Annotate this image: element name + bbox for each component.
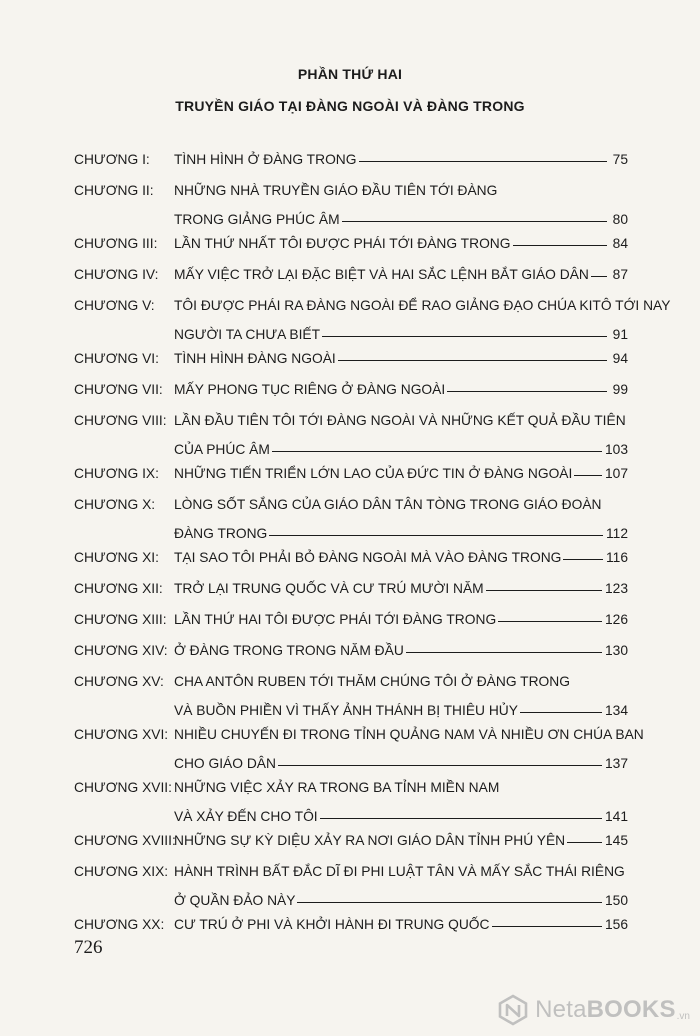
chapter-label: CHƯƠNG VIII: (74, 413, 167, 428)
chapter-label: CHƯƠNG X: (74, 497, 156, 512)
chapter-label: CHƯƠNG XIV: (74, 643, 168, 658)
chapter-title: NHỮNG NHÀ TRUYỀN GIÁO ĐẦU TIÊN TỚI ĐÀNG (174, 183, 498, 198)
chapter-page-number: 126 (604, 612, 628, 627)
chapter-title: TÌNH HÌNH ĐÀNG NGOÀI (174, 351, 336, 366)
chapter-title: TÌNH HÌNH Ở ĐÀNG TRONG (174, 152, 357, 167)
chapter-page-number: 141 (604, 809, 628, 824)
chapter-page-number: 112 (606, 526, 628, 541)
chapter-label: CHƯƠNG XIII: (74, 612, 167, 627)
leader-line (338, 359, 607, 361)
leader-line (406, 651, 602, 653)
chapter-page-number: 156 (604, 917, 628, 932)
chapter-title-line (174, 382, 628, 397)
watermark-brand-light: Neta (535, 996, 587, 1023)
chapter-page-number: 145 (604, 833, 628, 848)
leader-line (297, 901, 602, 903)
leader-line (498, 620, 602, 622)
chapter-title-line (174, 864, 628, 879)
chapter-title: TRONG GIẢNG PHÚC ÂM (174, 212, 340, 227)
leader-line (322, 335, 607, 337)
chapter-label: CHƯƠNG VI: (74, 351, 159, 366)
chapter-title: MẤY VIỆC TRỞ LẠI ĐẶC BIỆT VÀ HAI SẮC LỆNH BẮT GIÁO DÂN (174, 267, 589, 282)
chapter-title-line (174, 727, 644, 742)
chapter-page-number: 107 (604, 466, 628, 481)
chapter-title-line (174, 298, 671, 313)
chapter-page-number: 137 (604, 756, 628, 771)
chapter-page-number: 150 (604, 893, 628, 908)
chapter-page-number: 130 (604, 643, 628, 658)
leader-line (513, 244, 608, 246)
chapter-title: CHA ANTÔN RUBEN TỚI THĂM CHÚNG TÔI Ở ĐÀNG TRONG (174, 674, 570, 689)
chapter-title-line (174, 893, 628, 908)
chapter-title: VÀ BUỒN PHIỀN VÌ THẤY ẢNH THÁNH BỊ THIÊU HỦY (174, 703, 518, 718)
watermark-brand-bold: BOOKS (586, 996, 676, 1023)
chapter-title-line (174, 351, 628, 366)
chapter-label: CHƯƠNG V: (74, 298, 155, 313)
chapter-label: CHƯƠNG XII: (74, 581, 163, 596)
chapter-page-number: 75 (612, 152, 628, 167)
chapter-page-number: 116 (606, 550, 628, 565)
chapter-title-line (174, 703, 628, 718)
page-number: 726 (74, 937, 103, 958)
chapter-title: HÀNH TRÌNH BẤT ĐẮC DĨ ĐI PHI LUẬT TÂN VÀ MẤY SẮC THÁI RIÊNG (174, 864, 625, 879)
chapter-title-line (174, 674, 628, 689)
chapter-page-number: 87 (612, 267, 628, 282)
chapter-title: LẦN THỨ NHẤT TÔI ĐƯỢC PHÁI TỚI ĐÀNG TRONG (174, 236, 511, 251)
chapter-label: CHƯƠNG IX: (74, 466, 159, 481)
chapter-page-number: 84 (612, 236, 628, 251)
leader-line (520, 711, 602, 713)
chapter-title: LÒNG SỐT SẮNG CỦA GIÁO DÂN TÂN TÒNG TRONG GIÁO ĐOÀN (174, 497, 602, 512)
chapter-title: NGƯỜI TA CHƯA BIẾT (174, 327, 321, 342)
leader-line (486, 589, 602, 591)
chapter-title-line (174, 756, 628, 771)
leader-line (342, 220, 607, 222)
chapter-page-number: 123 (604, 581, 628, 596)
part-title: TRUYỀN GIÁO TẠI ĐÀNG NGOÀI VÀ ĐÀNG TRONG (175, 98, 525, 114)
chapter-title-line (174, 550, 628, 565)
chapter-title: TRỞ LẠI TRUNG QUỐC VÀ CƯ TRÚ MƯỜI NĂM (174, 581, 484, 596)
watermark-brand (535, 996, 676, 1024)
chapter-label: CHƯƠNG III: (74, 236, 158, 251)
chapter-title-line (174, 152, 628, 167)
chapter-label: CHƯƠNG XV: (74, 674, 164, 689)
part-label: PHẦN THỨ HAI (297, 66, 403, 82)
chapter-title: CỦA PHÚC ÂM (174, 442, 270, 457)
chapter-title: Ở QUẦN ĐẢO NÀY (174, 893, 296, 908)
watermark-suffix: .vn (676, 1010, 690, 1022)
chapter-title-line (174, 236, 628, 251)
chapter-label: CHƯƠNG IV: (74, 267, 159, 282)
chapter-page-number: 91 (612, 327, 628, 342)
chapter-title: NHỮNG VIỆC XẢY RA TRONG BA TỈNH MIỀN NAM (174, 780, 500, 795)
leader-line (591, 275, 607, 277)
chapter-title-line (174, 466, 628, 481)
chapter-page-number: 99 (612, 382, 628, 397)
chapter-title: MẤY PHONG TỤC RIÊNG Ở ĐÀNG NGOÀI (174, 382, 446, 397)
leader-line (272, 450, 602, 452)
chapter-title: TÔI ĐƯỢC PHÁI RA ĐÀNG NGOÀI ĐỂ RAO GIẢNG ĐẠO CHÚA KITÔ TỚI NAY (174, 298, 671, 313)
chapter-label: CHƯƠNG XVIII: (74, 833, 176, 848)
chapter-title-line (174, 212, 628, 227)
chapter-title-line (174, 643, 628, 658)
chapter-title: Ở ĐÀNG TRONG TRONG NĂM ĐẦU (174, 643, 404, 658)
leader-line (563, 558, 603, 560)
chapter-title-line (174, 917, 628, 932)
chapter-title: LẦN ĐẦU TIÊN TÔI TỚI ĐÀNG NGOÀI VÀ NHỮNG KẾT QUẢ ĐẦU TIÊN (174, 413, 626, 428)
chapter-title: LẦN THỨ HAI TÔI ĐƯỢC PHÁI TỚI ĐÀNG TRONG (174, 612, 497, 627)
chapter-title: TẠI SAO TÔI PHẢI BỎ ĐÀNG NGOÀI MÀ VÀO ĐÀNG TRONG (174, 550, 562, 565)
chapter-title: ĐÀNG TRONG (174, 526, 268, 541)
leader-line (320, 817, 602, 819)
chapter-title-line (174, 833, 628, 848)
chapter-label: CHƯƠNG XVII: (74, 780, 172, 795)
chapter-label: CHƯƠNG XIX: (74, 864, 169, 879)
chapter-label: CHƯƠNG XVI: (74, 727, 169, 742)
leader-line (359, 160, 607, 162)
chapter-title-line (174, 442, 628, 457)
leader-line (269, 534, 603, 536)
chapter-label: CHƯƠNG VII: (74, 382, 163, 397)
leader-line (492, 925, 602, 927)
leader-line (574, 474, 602, 476)
watermark (497, 994, 690, 1026)
chapter-title: CƯ TRÚ Ở PHI VÀ KHỞI HÀNH ĐI TRUNG QUỐC (174, 917, 490, 932)
chapter-page-number: 103 (604, 442, 628, 457)
leader-line (447, 390, 607, 392)
leader-line (278, 764, 602, 766)
chapter-page-number: 80 (612, 212, 628, 227)
chapter-title-line (174, 612, 628, 627)
leader-line (567, 841, 602, 843)
chapter-label: CHƯƠNG XI: (74, 550, 159, 565)
chapter-title: NHỮNG TIẾN TRIỂN LỚN LAO CỦA ĐỨC TIN Ở ĐÀNG NGOÀI (174, 466, 573, 481)
chapter-title-line (174, 183, 628, 198)
chapter-title: NHỮNG SỰ KỲ DIỆU XẢY RA NƠI GIÁO DÂN TỈNH PHÚ YÊN (174, 833, 566, 848)
chapter-page-number: 94 (612, 351, 628, 366)
chapter-title: NHIỀU CHUYẾN ĐI TRONG TỈNH QUẢNG NAM VÀ NHIỀU ƠN CHÚA BAN (174, 727, 644, 742)
chapter-title-line (174, 267, 628, 282)
chapter-title-line (174, 497, 628, 512)
chapter-title-line (174, 809, 628, 824)
chapter-title: CHO GIÁO DÂN (174, 756, 276, 771)
chapter-label: CHƯƠNG XX: (74, 917, 165, 932)
chapter-title: VÀ XẢY ĐẾN CHO TÔI (174, 809, 318, 824)
chapter-title-line (174, 327, 628, 342)
chapter-title-line (174, 526, 628, 541)
chapter-page-number: 134 (604, 703, 628, 718)
chapter-label: CHƯƠNG I: (74, 152, 150, 167)
chapter-label: CHƯƠNG II: (74, 183, 154, 198)
chapter-title-line (174, 581, 628, 596)
chapter-title-line (174, 413, 628, 428)
chapter-title-line (174, 780, 628, 795)
netabooks-logo-icon (497, 994, 529, 1026)
